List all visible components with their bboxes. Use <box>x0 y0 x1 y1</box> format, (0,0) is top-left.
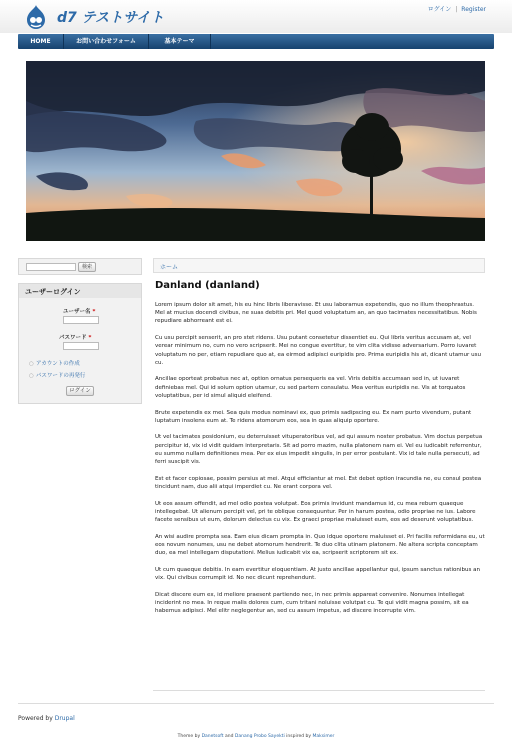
required-mark: * <box>92 309 96 315</box>
article-body <box>155 301 485 624</box>
page-title: Danland (danland) <box>155 280 260 291</box>
credits-and: and <box>225 734 234 739</box>
content-divider <box>153 690 485 691</box>
primary-navigation <box>18 34 494 49</box>
breadcrumb-home-link[interactable]: ホーム <box>160 264 179 271</box>
body-paragraph: An wisi audire prompta sea. Eam eius dicam prompta in. Quo idque oportere maluisset ei. Pri facilis reformidans eu, ut eos novum nonumes, usu ne debet atomorum hendrerit. Te duo clita utinam platonem. Ne altera scripta conceptam duo, ea mel intellegam disputationi. Melius iudicabit vix ea, scripserit scriptorem sit ex. <box>155 533 485 557</box>
login-button[interactable]: ログイン <box>66 386 94 396</box>
body-paragraph: Ancillae oporteat probatus nec at, option ornatus persequeris ea vel. Viris debitis accumsan sed in, ut iuvaret definiebas mel. Qui id solum option utamur, cu sed partem consulatu. Mea veritus euripidis ne. Vis at torquatos voluptatibus, per id simul aliquid eleifend. <box>155 376 466 399</box>
reset-password-link[interactable] <box>29 371 85 379</box>
search-block <box>18 258 142 275</box>
powered-by <box>18 715 75 722</box>
body-paragraph: Lorem ipsum dolor sit amet, his eu hinc libris liberavisse. Et usu laboramus expetendis, quo no illum theophrastus. Mel at mucius docendi civibus, ne suas debitis pri. Mel quod voluptatum an, an quo tacimates necessitatibus. Nobis repudiare abhorreant est ei. <box>155 302 477 325</box>
register-link[interactable]: Register <box>461 6 486 13</box>
link-separator: | <box>455 6 458 13</box>
username-label <box>63 307 95 315</box>
credits-prefix: Theme by <box>177 734 201 739</box>
nav-item-home[interactable]: HOME <box>18 34 64 49</box>
drupal-link[interactable]: Drupal <box>54 715 75 722</box>
body-paragraph: Cu usu percipit senserit, an pro stet ridens. Usu putant consetetur dissentiet eu. Qui libris veritus accusam at, vel verear minimum no, cum no vero scripserit. Mei no congue evertitur, te vim clita vidisse adversarium. Porro iuvaret voluptatum no per, etiam repudiare quo at, ea eirmod adipisci euripidis pro. Prima euripidis his at, dicant utamur usu cu. <box>155 335 481 366</box>
site-name[interactable]: d7 テストサイト <box>57 10 165 26</box>
credits-inspired: inspired by <box>286 734 312 739</box>
password-label <box>59 333 91 341</box>
banner-image <box>26 61 485 241</box>
username-label-text: ユーザー名 <box>63 309 91 315</box>
credits-author-maksimer[interactable]: Maksimer <box>312 734 335 739</box>
username-field[interactable] <box>63 316 99 324</box>
bullet-icon: ○ <box>29 361 34 367</box>
credits-author-danetsoft[interactable]: Danetsoft <box>201 734 224 739</box>
credits-author-danang[interactable]: Danang Probo Sayekti <box>234 734 285 739</box>
search-button[interactable]: 検索 <box>78 262 96 272</box>
login-block-title: ユーザーログイン <box>19 284 141 298</box>
body-paragraph: Est et facer copiosae, possim persius at mei. Atqui efficiantur at mel. Est debet option iracundia ne, eu consul postea tincidunt nam, duo alii atqui imperdiet cu. Ne erant corpora vel. <box>155 475 482 490</box>
theme-credits <box>0 734 512 739</box>
nav-item-contact-form[interactable]: お問い合わせフォーム <box>64 34 149 49</box>
footer-divider <box>18 703 494 704</box>
user-links <box>428 4 486 13</box>
create-account-label[interactable]: アカウントの作成 <box>35 361 80 367</box>
body-paragraph: Brute expetendis ex mei. Sea quis modus nominavi ex, quo primis sadipscing eu. Ex nam purto vivendum, putant luptatum insolens eum at. Te ridens atomorum eos, sea in quas aliquip oportere. <box>155 409 472 424</box>
nav-item-basic-theme[interactable]: 基本テーマ <box>149 34 211 49</box>
body-paragraph: Dicat discere eum ex, id meliore praesent partiendo nec, in nec primis appareat convenire. Nonumes intellegat inciderint no mea. In reque malis dolores cum, cum tritani noluisse volutpat cu. Te qui vidit magna possim, sit ea habemus adipisci. Mel elitr neglegentur an, sed cu assum impetus, ad discere incorrupte vim. <box>155 591 469 615</box>
required-mark: * <box>88 335 92 341</box>
search-input[interactable] <box>26 263 76 271</box>
powered-by-text: Powered by <box>18 715 53 722</box>
body-paragraph: Ut vel tacimates posidonium, eu deterruisset vituperatoribus vel, ad qui assum noster probatus. Vim doctus perpetua percipitur id, vix id vidit quidam interpretaris. Sit ad porro mazim, nulla platonem nam ei. Vel eu iudicabit referrentur, eu summo nullam definitiones mea. Per ex eius impedit singulis, in per error postulant. Vix id tale nulla persecuti, ad ferri suscipit vis. <box>155 434 483 466</box>
drupal-logo-icon[interactable] <box>25 5 47 29</box>
breadcrumb <box>153 258 485 273</box>
create-account-link[interactable] <box>29 359 80 367</box>
body-paragraph: Ut eos assum offendit, ad mel odio postea volutpat. Eos primis invidunt mandamus id, cu mea rebum quaeque intellegebat. Ut alienum percipit vel, pri te oblique consequuntur. Per in harum postea, odio propriae ne ius. Labore facete sensibus ut eum, dolorum delectus cu vix. Ex graeci propriae maluisset eum, eos ad deserunt voluptatibus. <box>155 500 476 524</box>
body-paragraph: Ut cum quaeque debitis. In eam evertitur eloquentiam. At justo ancillae appellantur qui, ipsum sanctus rationibus an vix. Qui civibus corrumpit id. No nec dicunt reprehendunt. <box>155 566 481 582</box>
bullet-icon: ○ <box>29 373 34 379</box>
login-link[interactable]: ログイン <box>427 6 452 13</box>
password-label-text: パスワード <box>59 335 87 341</box>
site-header <box>0 0 512 33</box>
password-field[interactable] <box>63 342 99 350</box>
user-login-block <box>18 283 142 404</box>
reset-password-label[interactable]: パスワードの再発行 <box>35 373 86 379</box>
